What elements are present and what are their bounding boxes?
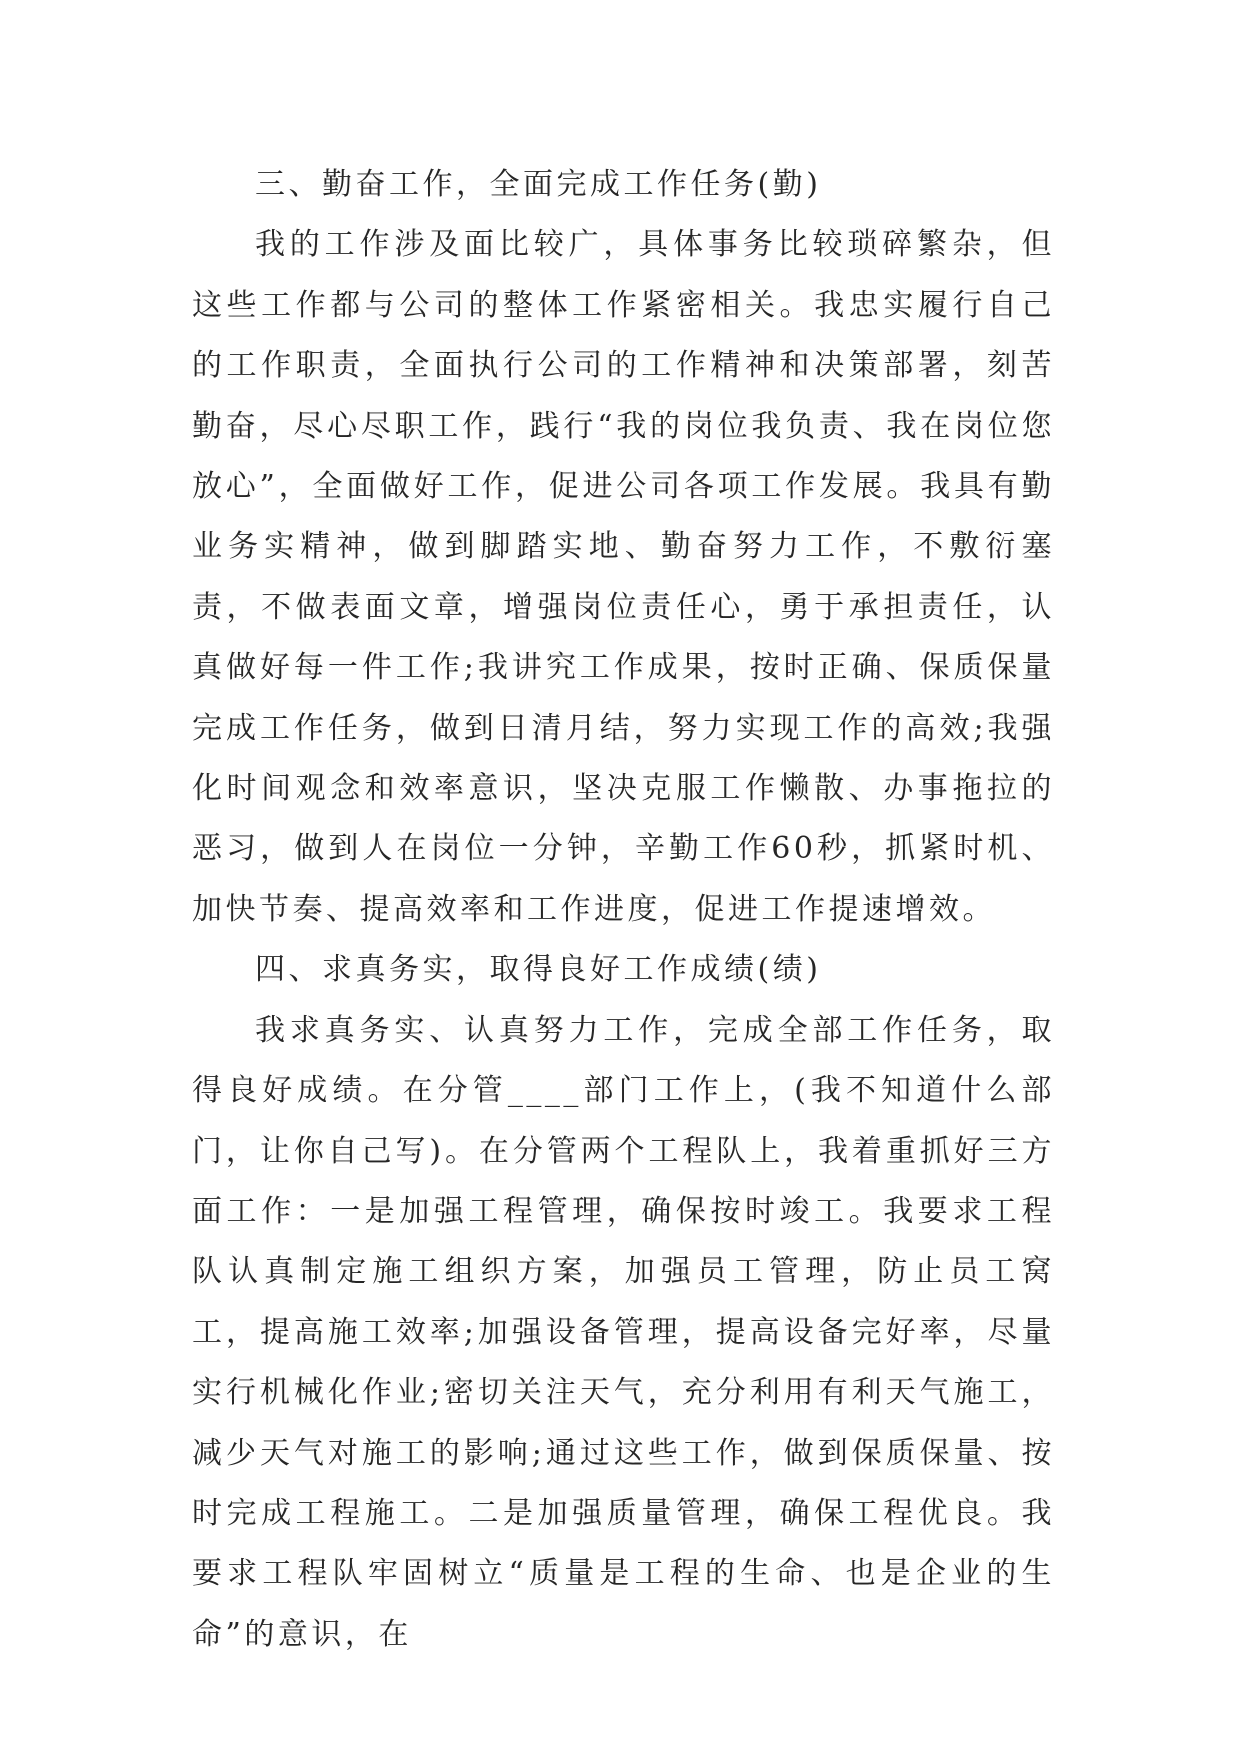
- section-heading-4: 四、求真务实，取得良好工作成绩(绩): [255, 952, 822, 988]
- section-heading-3: 三、勤奋工作，全面完成工作任务(勤): [255, 167, 822, 202]
- section-paragraph-4: 我求真务实、认真努力工作，完成全部工作任务，取得良好成绩。在分管____部门工作上，(我不知道什么部门，让你自己写)。在分管两个工程队上，我着重抓好三方面工作：一是加强工程管理，确保按时竣工。我要求工程队认真制定施工组织方案，加强员工管理，防止员工窝工，提高施工效率;加强设备管理，提高设备完好率，尽量实行机械化作业;密切关注天气，充分利用有利天气施工，减少天气对施工的影响;通过这些工作，做到保质保量、按时完成工程施工。二是加强质量管理，确保工程优良。我要求工程队牢固树立“质量是工程的生命、也是企业的生命”的意识，在: [192, 1012, 1055, 1652]
- section-paragraph-3: 我的工作涉及面比较广，具体事务比较琐碎繁杂，但这些工作都与公司的整体工作紧密相关。我忠实履行自己的工作职责，全面执行公司的工作精神和决策部署，刻苦勤奋，尽心尽职工作，践行“我的岗位我负责、我在岗位您放心”，全面做好工作，促进公司各项工作发展。我具有勤业务实精神，做到脚踏实地、勤奋努力工作，不敷衍塞责，不做表面文章，增强岗位责任心，勇于承担责任，认真做好每一件工作;我讲究工作成果，按时正确、保质保量完成工作任务，做到日清月结，努力实现工作的高效;我强化时间观念和效率意识，坚决克服工作懒散、办事拖拉的恶习，做到人在岗位一分钟，辛勤工作60秒，抓紧时机、加快节奏、提高效率和工作进度，促进工作提速增效。: [192, 227, 1055, 927]
- document-body: [192, 155, 1055, 1665]
